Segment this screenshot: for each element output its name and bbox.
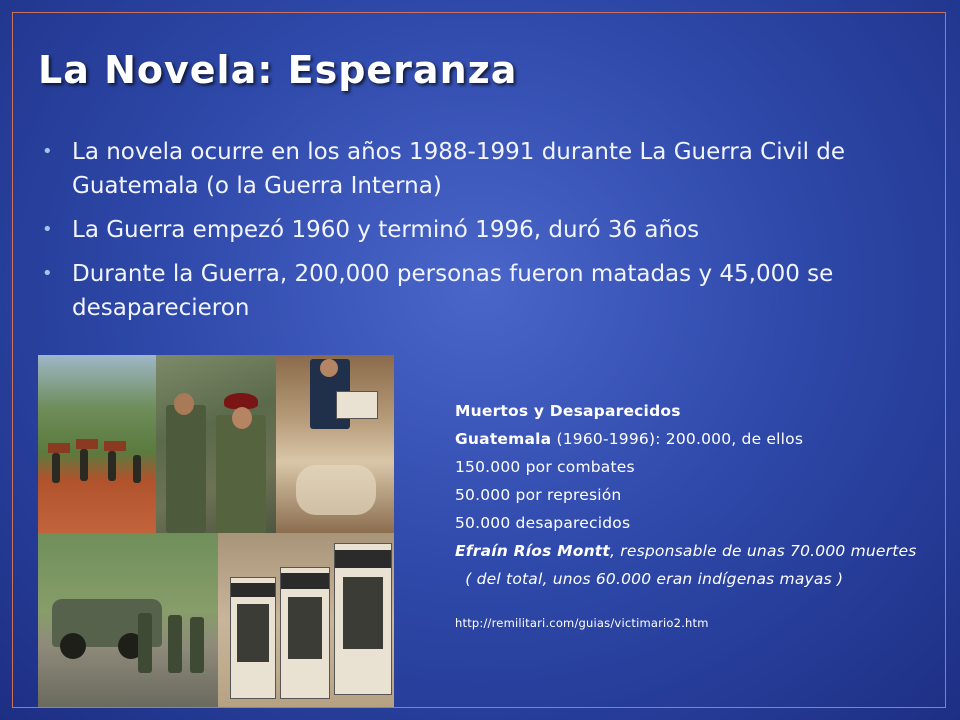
desaparecidos-line: 50.000 desaparecidos [455, 514, 631, 532]
rios-montt-name: Efraín Ríos Montt [455, 542, 611, 560]
bullet-list [40, 135, 920, 335]
guatemala-label: Guatemala [455, 430, 552, 448]
bullet-text: Durante la Guerra, 200,000 personas fueron matadas y 45,000 se desaparecieron [72, 261, 834, 321]
bullet-item [40, 135, 920, 203]
combates-line: 150.000 por combates [455, 458, 635, 476]
slide-title: La Novela: Esperanza [38, 48, 518, 92]
photo-soldiers [156, 355, 276, 533]
rios-montt-line [455, 537, 935, 565]
indigenas-line: ( del total, unos 60.000 eran indígenas mayas ) [455, 570, 844, 588]
book-cover [334, 543, 392, 695]
bullet-dot-icon: • [42, 141, 53, 162]
bullet-dot-icon: • [42, 219, 53, 240]
guatemala-detail: (1960-1996): 200.000, de ellos [551, 430, 804, 448]
casualties-heading: Muertos y Desaparecidos [455, 402, 681, 420]
photo-armored-vehicle [38, 533, 218, 707]
photo-coffin-procession [38, 355, 156, 533]
book-cover [280, 567, 330, 699]
bullet-text: La Guerra empezó 1960 y terminó 1996, duró 36 años [72, 217, 700, 243]
photo-nunca-mas-books [218, 533, 394, 707]
guatemala-line [455, 425, 935, 453]
casualties-text-block [455, 397, 935, 637]
represion-line: 50.000 por represión [455, 486, 622, 504]
rios-montt-detail: , responsable de unas 70.000 muertes [610, 542, 917, 560]
bullet-text: La novela ocurre en los años 1988-1991 durante La Guerra Civil de Guatemala (o la Guerra Interna) [72, 139, 846, 199]
bullet-item [40, 257, 920, 325]
photo-excavation [276, 355, 394, 533]
source-url[interactable]: http://remilitari.com/guias/victimario2.htm [455, 616, 709, 630]
bullet-item [40, 213, 920, 247]
bullet-dot-icon: • [42, 263, 53, 284]
book-cover [230, 577, 276, 699]
photo-collage [38, 355, 394, 707]
